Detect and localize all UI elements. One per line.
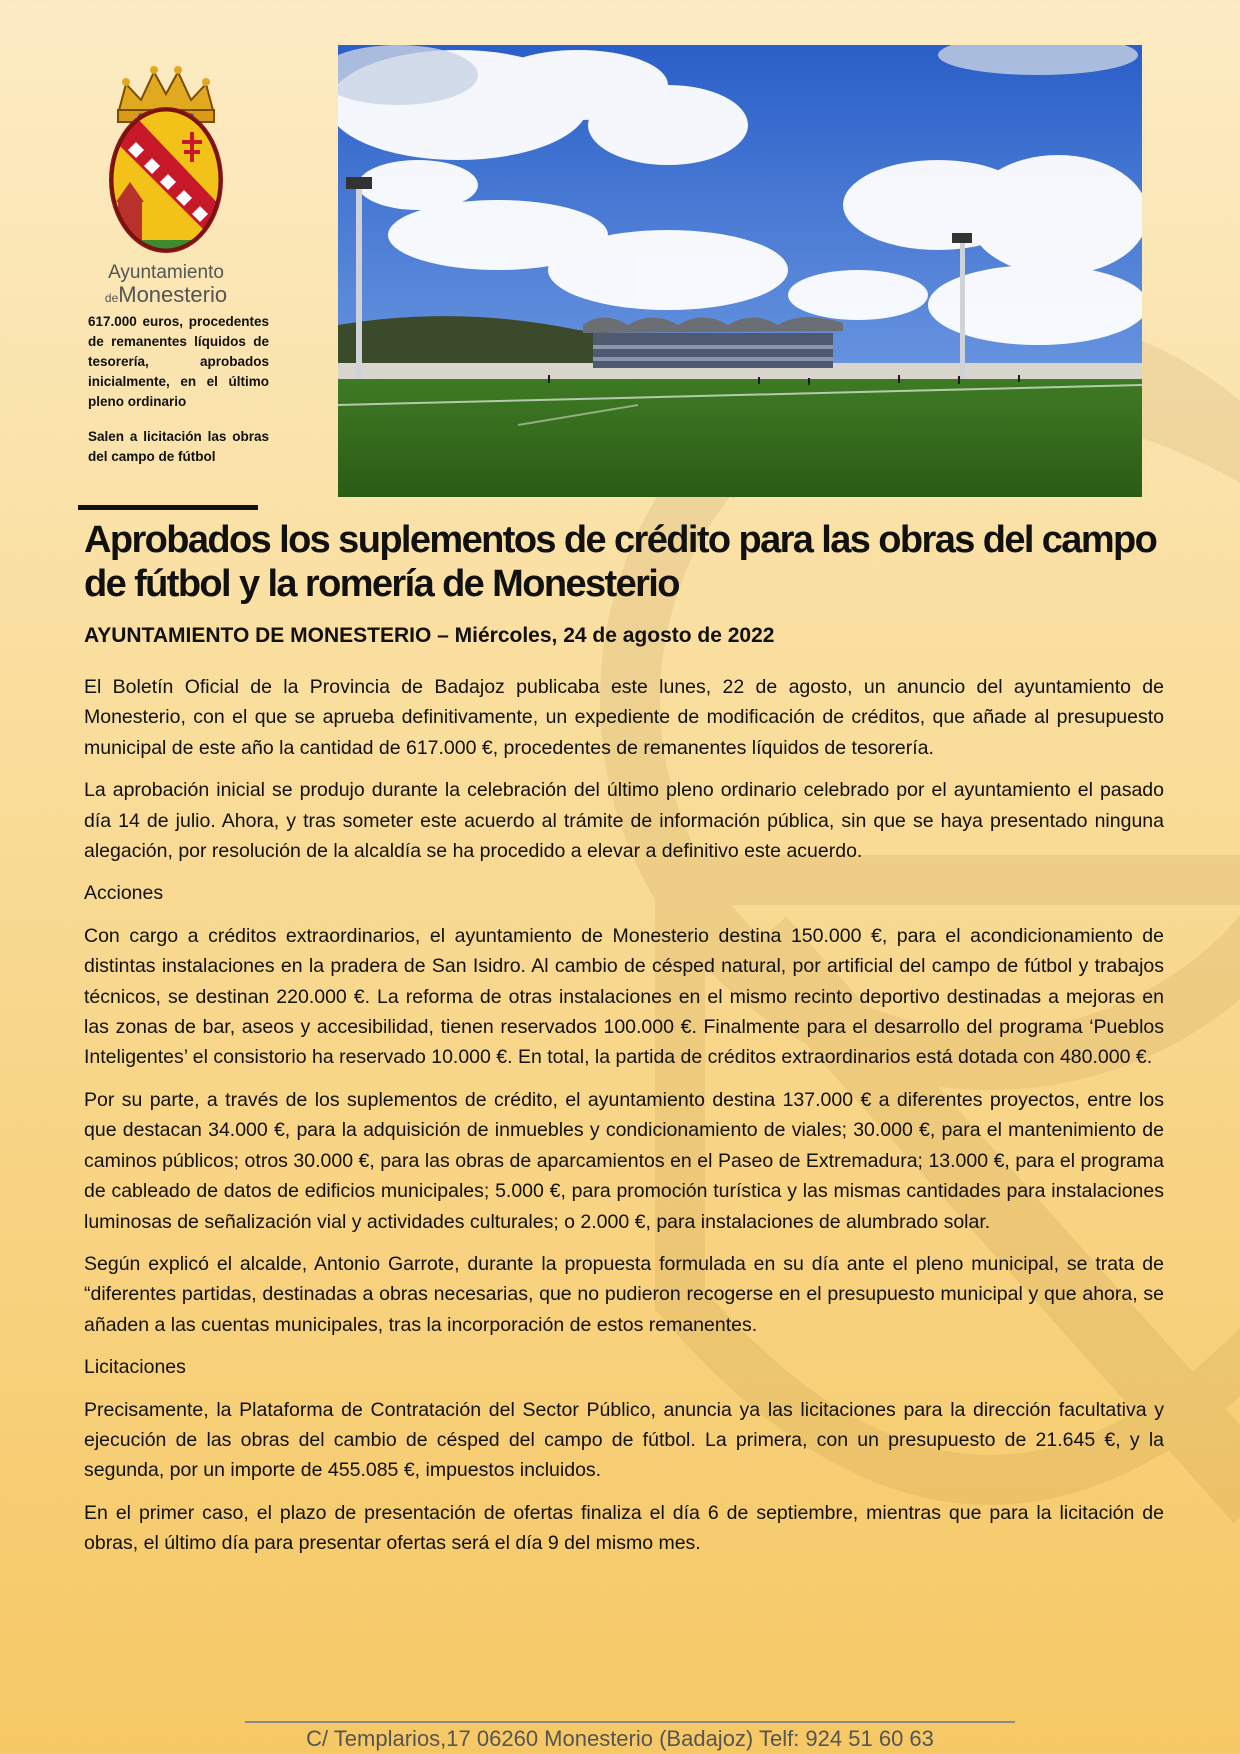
body-paragraph: Con cargo a créditos extraordinarios, el ayuntamiento de Monesterio destina 150.000 €, para el acondicionamiento de distintas instalaciones en la pradera de San Isidro. Al cambio de césped natural, por artificial del campo de fútbol y trabajos técnicos, se destinan 220.000 €. La reforma de otras instalaciones en el mismo recinto deportivo destinadas a mejoras en las zonas de bar, aseos y accesibilidad, tienen reservados 100.000 €. Finalmente para el desarrollo del programa ‘Pueblos Inteligentes’ el consistorio ha reservado 10.000 €. En total, la partida de créditos extraordinarios está dotada con 480.000 €. (84, 924, 1164, 1069)
body-paragraph: Según explicó el alcalde, Antonio Garrote, durante la propuesta formulada en su día ante el pleno municipal, se trata de “diferentes partidas, destinadas a obras necesarias, que no pudieron recogerse en el presupuesto municipal y que ahora, se añaden a las cuentas municipales, tras la incorporación de estos remanentes. (84, 1252, 1164, 1336)
article-body (84, 672, 1164, 1571)
article-byline: AYUNTAMIENTO DE MONESTERIO – Miércoles, 24 de agosto de 2022 (84, 624, 775, 647)
body-paragraph: El Boletín Oficial de la Provincia de Badajoz publicaba este lunes, 22 de agosto, un anuncio del ayuntamiento de Monesterio, con el que se aprueba definitivamente, un expediente de modificación de créditos, que añade al presupuesto municipal de este año la cantidad de 617.000 €, procedentes de remanentes líquidos de tesorería. (84, 676, 1164, 759)
sidebar-tender-note: Salen a licitación las obras del campo de fútbol (88, 429, 269, 464)
monesterio-coat-of-arms-logo (96, 62, 236, 257)
body-paragraph: En el primer caso, el plazo de presentación de ofertas finaliza el día 6 de septiembre, mientras que para la licitación de obras, el último día para presentar ofertas será el día 9 del mismo mes. (84, 1501, 1164, 1555)
footer-address: C/ Templarios,17 06260 Monesterio (Badajoz) Telf: 924 51 60 63 (306, 1726, 934, 1751)
football-stadium-photo (338, 45, 1142, 497)
article-headline: Aprobados los suplementos de crédito para las obras del campo de fútbol y la romería de Monesterio (84, 519, 1157, 605)
footer-divider (245, 1721, 1015, 1723)
body-paragraph: Precisamente, la Plataforma de Contratación del Sector Público, anuncia ya las licitaciones para la dirección facultativa y ejecución de las obras del cambio de césped del campo de fútbol. La primera, con un presupuesto de 21.645 €, y la segunda, por un importe de 455.085 €, impuestos incluidos. (84, 1398, 1164, 1482)
section-heading-licitaciones: Licitaciones (84, 1356, 186, 1379)
sidebar-divider (78, 505, 258, 510)
body-paragraph: La aprobación inicial se produjo durante la celebración del último pleno ordinario celebrado por el ayuntamiento el pasado día 14 de julio. Ahora, y tras someter este acuerdo al trámite de información pública, sin que se haya presentado ninguna alegación, por resolución de la alcaldía se ha procedido a elevar a definitivo este acuerdo. (84, 779, 1164, 863)
logo-wordmark-name: Monesterio (118, 282, 228, 307)
logo-wordmark-ayuntamiento: Ayuntamiento (108, 262, 224, 283)
sidebar-summary-note: 617.000 euros, procedentes de remanentes líquidos de tesorería, aprobados inicialmente, en el último pleno ordinario (88, 314, 269, 409)
body-paragraph: Por su parte, a través de los suplementos de crédito, el ayuntamiento destina 137.000 € a diferentes proyectos, entre los que destacan 34.000 €, para la adquisición de inmuebles y condicionamiento de viales; 30.000 €, para el mantenimiento de caminos públicos; otros 30.000 €, para las obras de aparcamientos en el Paseo de Extremadura; 13.000 €, para el programa de cableado de datos de edificios municipales; 5.000 €, para promoción turística y las mismas cantidades para instalaciones luminosas de señalización vial y actividades culturales; o 2.000 €, para instalaciones de alumbrado solar. (84, 1088, 1164, 1233)
section-heading-acciones: Acciones (84, 882, 164, 905)
logo-wordmark-de: de (104, 291, 119, 305)
logo-wordmark-monesterio (88, 282, 244, 308)
